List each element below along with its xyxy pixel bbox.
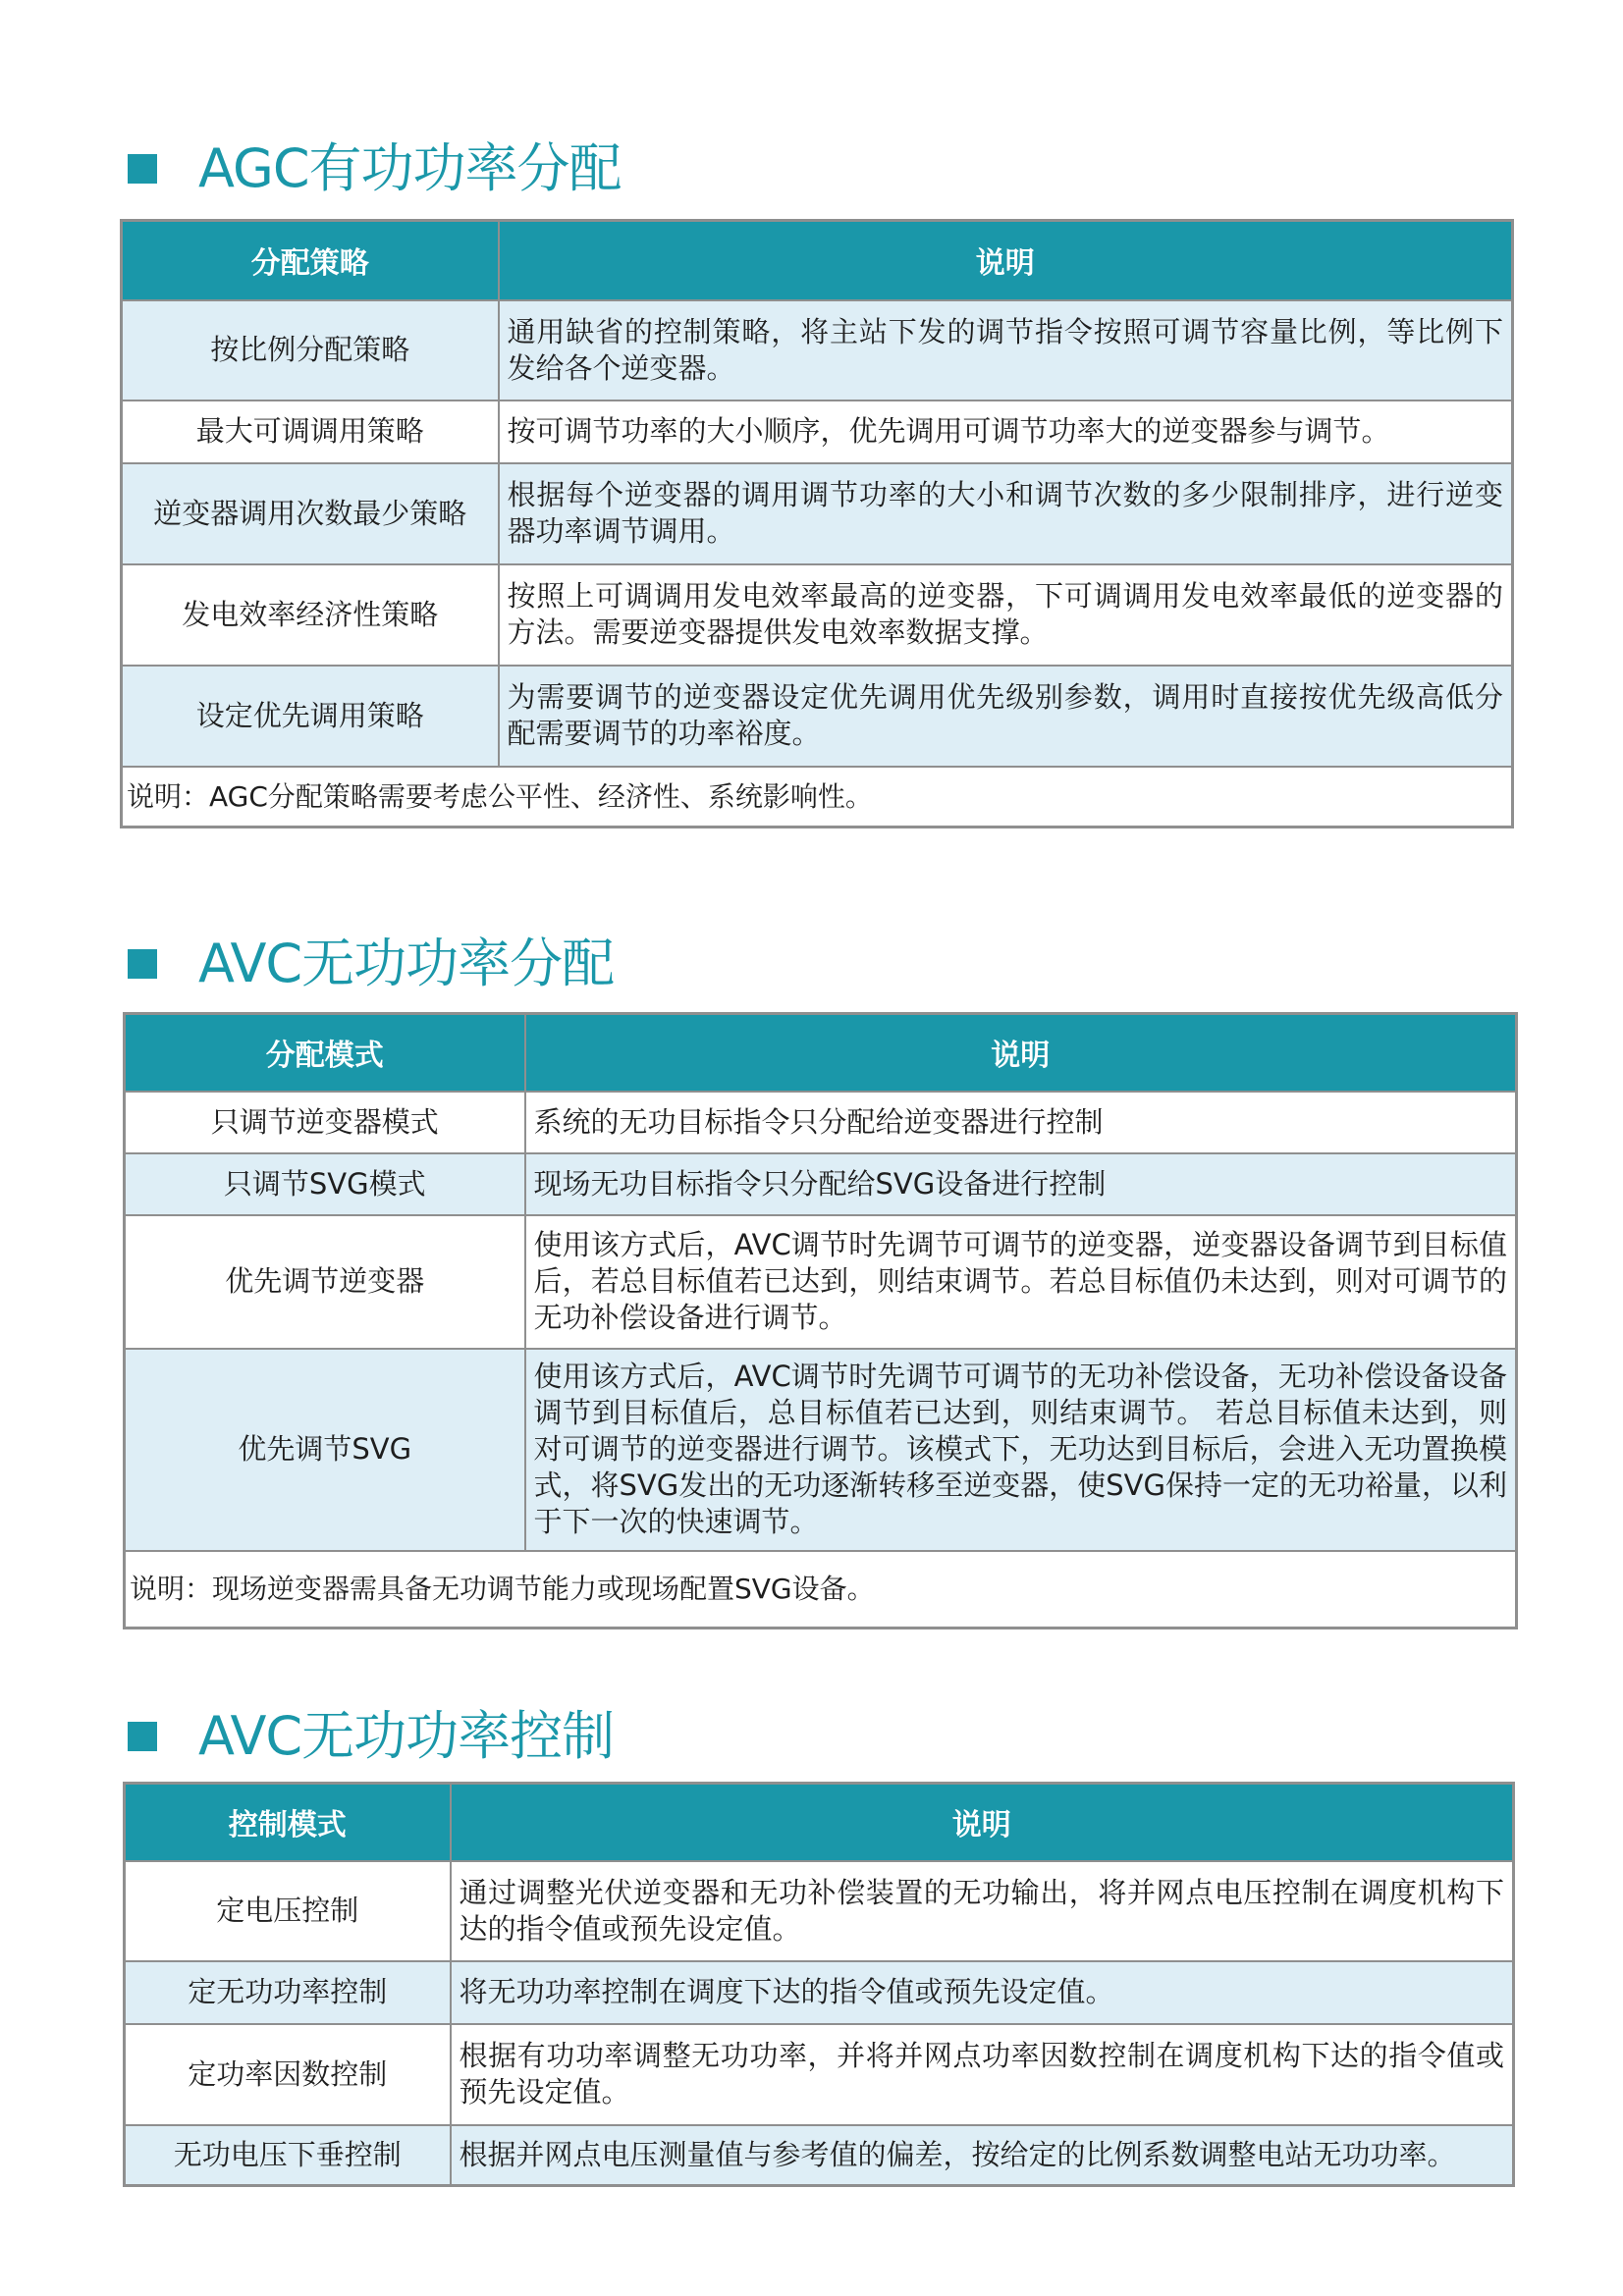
column-header-strategy: 分配策略 xyxy=(122,221,499,300)
avc-distribution-table xyxy=(123,1012,1518,1629)
table-row xyxy=(125,1861,1514,1961)
column-header-control-mode: 控制模式 xyxy=(125,1784,451,1861)
square-bullet-icon xyxy=(128,949,157,979)
mode-description: 系统的无功目标指令只分配给逆变器进行控制 xyxy=(525,1092,1517,1153)
control-mode-name: 无功电压下垂控制 xyxy=(125,2125,451,2186)
table-row xyxy=(122,400,1513,463)
control-mode-name: 定功率因数控制 xyxy=(125,2024,451,2125)
column-header-description: 说明 xyxy=(525,1014,1517,1092)
mode-name: 只调节逆变器模式 xyxy=(125,1092,525,1153)
strategy-name: 最大可调调用策略 xyxy=(122,400,499,463)
table-row xyxy=(125,2125,1514,2186)
avc-control-table xyxy=(123,1782,1515,2187)
mode-description: 使用该方式后，AVC调节时先调节可调节的无功补偿设备，无功补偿设备设备调节到目标值后，总目标值若已达到，则结束调节。 若总目标值未达到，则对可调节的逆变器进行调节。该模式下，无功达到目标后，会进入无功置换模式，将SVG发出的无功逐渐转移至逆变器，使SVG保持一定的无功裕量，以利于下一次的快速调节。 xyxy=(525,1349,1517,1551)
table-header-row xyxy=(125,1784,1514,1861)
table-header-row xyxy=(122,221,1513,300)
table-row xyxy=(122,300,1513,400)
strategy-name: 按比例分配策略 xyxy=(122,300,499,400)
mode-name: 只调节SVG模式 xyxy=(125,1153,525,1215)
table-row xyxy=(122,564,1513,666)
strategy-name: 发电效率经济性策略 xyxy=(122,564,499,666)
table-header-row xyxy=(125,1014,1517,1092)
section-heading: AGC有功功率分配 xyxy=(198,137,622,199)
control-mode-description: 根据有功功率调整无功功率，并将并网点功率因数控制在调度机构下达的指令值或预先设定值。 xyxy=(451,2024,1514,2125)
strategy-description: 通用缺省的控制策略，将主站下发的调节指令按照可调节容量比例，等比例下发给各个逆变器。 xyxy=(499,300,1513,400)
section-title-agc xyxy=(128,134,622,203)
mode-description: 现场无功目标指令只分配给SVG设备进行控制 xyxy=(525,1153,1517,1215)
strategy-description: 按照上可调调用发电效率最高的逆变器，下可调调用发电效率最低的逆变器的方法。需要逆变器提供发电效率数据支撑。 xyxy=(499,564,1513,666)
table-row xyxy=(122,666,1513,767)
control-mode-description: 通过调整光伏逆变器和无功补偿装置的无功输出，将并网点电压控制在调度机构下达的指令值或预先设定值。 xyxy=(451,1861,1514,1961)
table-note-row xyxy=(125,1551,1517,1629)
strategy-name: 设定优先调用策略 xyxy=(122,666,499,767)
table-row xyxy=(125,1092,1517,1153)
table-row xyxy=(122,463,1513,564)
column-header-description: 说明 xyxy=(451,1784,1514,1861)
table-row xyxy=(125,1349,1517,1551)
strategy-description: 根据每个逆变器的调用调节功率的大小和调节次数的多少限制排序，进行逆变器功率调节调用。 xyxy=(499,463,1513,564)
mode-name: 优先调节逆变器 xyxy=(125,1215,525,1349)
square-bullet-icon xyxy=(128,154,157,184)
mode-name: 优先调节SVG xyxy=(125,1349,525,1551)
control-mode-description: 根据并网点电压测量值与参考值的偏差，按给定的比例系数调整电站无功功率。 xyxy=(451,2125,1514,2186)
control-mode-description: 将无功功率控制在调度下达的指令值或预先设定值。 xyxy=(451,1961,1514,2024)
table-row xyxy=(125,2024,1514,2125)
column-header-description: 说明 xyxy=(499,221,1513,300)
strategy-name: 逆变器调用次数最少策略 xyxy=(122,463,499,564)
section-heading: AVC无功功率分配 xyxy=(198,933,615,994)
table-row xyxy=(125,1153,1517,1215)
strategy-description: 为需要调节的逆变器设定优先调用优先级别参数，调用时直接按优先级高低分配需要调节的功率裕度。 xyxy=(499,666,1513,767)
mode-description: 使用该方式后，AVC调节时先调节可调节的逆变器，逆变器设备调节到目标值后，若总目标值若已达到，则结束调节。若总目标值仍未达到，则对可调节的无功补偿设备进行调节。 xyxy=(525,1215,1517,1349)
table-note: 说明：AGC分配策略需要考虑公平性、经济性、系统影响性。 xyxy=(122,767,1513,828)
strategy-description: 按可调节功率的大小顺序，优先调用可调节功率大的逆变器参与调节。 xyxy=(499,400,1513,463)
column-header-mode: 分配模式 xyxy=(125,1014,525,1092)
control-mode-name: 定电压控制 xyxy=(125,1861,451,1961)
table-note-row xyxy=(122,767,1513,828)
square-bullet-icon xyxy=(128,1722,157,1751)
table-note: 说明：现场逆变器需具备无功调节能力或现场配置SVG设备。 xyxy=(125,1551,1517,1629)
control-mode-name: 定无功功率控制 xyxy=(125,1961,451,2024)
table-row xyxy=(125,1961,1514,2024)
section-heading: AVC无功功率控制 xyxy=(198,1705,615,1767)
table-row xyxy=(125,1215,1517,1349)
section-title-avc-control xyxy=(128,1702,614,1771)
agc-strategy-table xyxy=(120,219,1514,828)
section-title-avc-distribution xyxy=(128,930,614,998)
